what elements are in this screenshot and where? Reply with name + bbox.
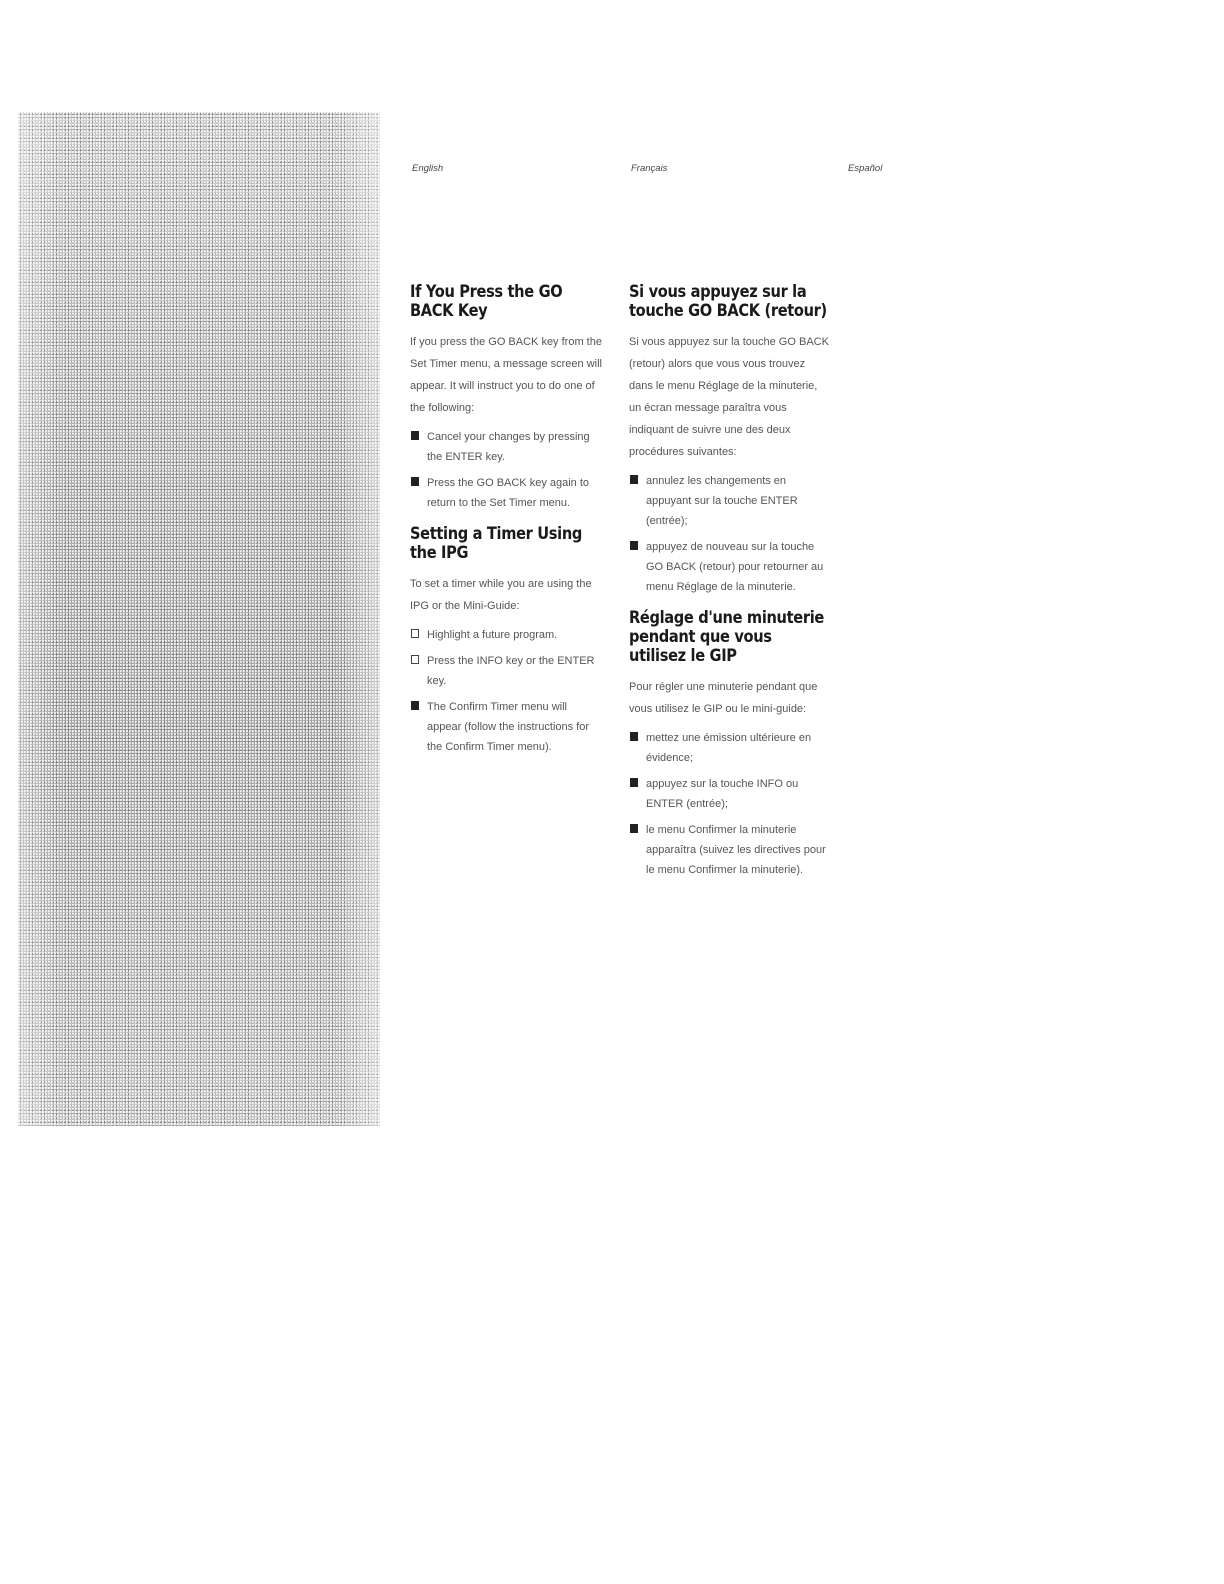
language-label-english: English bbox=[412, 163, 444, 174]
language-label-french: Français bbox=[631, 163, 668, 174]
section-touche-go-back bbox=[629, 283, 829, 597]
section-timer-ipg bbox=[410, 525, 602, 757]
section-heading: Réglage d'une minuterie pendant que vous utilisez le GIP bbox=[629, 608, 824, 666]
section-heading: If You Press the GO BACK Key bbox=[410, 282, 563, 321]
step-list bbox=[410, 625, 602, 757]
section-go-back-key bbox=[410, 283, 602, 513]
list-item: Cancel your changes by pressing the ENTER key. bbox=[410, 427, 602, 467]
list-item: appuyez de nouveau sur la touche GO BACK (retour) pour retourner au menu Réglage de la minuterie. bbox=[629, 537, 829, 597]
section-heading: Si vous appuyez sur la touche GO BACK (retour) bbox=[629, 282, 827, 321]
english-column bbox=[410, 283, 602, 769]
list-item: Highlight a future program. bbox=[410, 625, 602, 645]
square-bullet-icon bbox=[630, 824, 638, 833]
step-list bbox=[410, 427, 602, 513]
square-bullet-icon bbox=[630, 475, 638, 484]
square-bullet-icon bbox=[411, 629, 419, 638]
list-item: mettez une émission ultérieure en évidence; bbox=[629, 728, 829, 768]
square-bullet-icon bbox=[411, 431, 419, 440]
step-list bbox=[629, 728, 829, 880]
step-list bbox=[629, 471, 829, 597]
halftone-photo-panel bbox=[18, 112, 380, 1126]
section-paragraph: Pour régler une minuterie pendant que vous utilisez le GIP ou le mini-guide: bbox=[629, 681, 818, 715]
square-bullet-icon bbox=[630, 541, 638, 550]
list-item: The Confirm Timer menu will appear (follow the instructions for the Confirm Timer menu). bbox=[410, 697, 602, 757]
section-paragraph: To set a timer while you are using the IPG or the Mini-Guide: bbox=[410, 578, 592, 612]
list-item: Press the GO BACK key again to return to the Set Timer menu. bbox=[410, 473, 602, 513]
square-bullet-icon bbox=[411, 701, 419, 710]
language-label-spanish: Español bbox=[848, 163, 883, 174]
list-item: Press the INFO key or the ENTER key. bbox=[410, 651, 602, 691]
square-bullet-icon bbox=[630, 778, 638, 787]
square-bullet-icon bbox=[411, 655, 419, 664]
list-item: annulez les changements en appuyant sur la touche ENTER (entrée); bbox=[629, 471, 829, 531]
section-heading: Setting a Timer Using the IPG bbox=[410, 524, 583, 563]
square-bullet-icon bbox=[630, 732, 638, 741]
section-paragraph: If you press the GO BACK key from the Set Timer menu, a message screen will appear. It will instruct you to do one of the following: bbox=[410, 336, 602, 414]
square-bullet-icon bbox=[411, 477, 419, 486]
french-column bbox=[629, 283, 829, 892]
section-minuterie-gip bbox=[629, 609, 829, 880]
list-item: appuyez sur la touche INFO ou ENTER (entrée); bbox=[629, 774, 829, 814]
section-paragraph: Si vous appuyez sur la touche GO BACK (retour) alors que vous vous trouvez dans le menu Réglage de la minuterie, un écran message paraîtra vous indiquant de suivre une des deux procédures suivantes: bbox=[629, 336, 829, 458]
list-item: le menu Confirmer la minuterie apparaîtra (suivez les directives pour le menu Confirmer la minuterie). bbox=[629, 820, 829, 880]
